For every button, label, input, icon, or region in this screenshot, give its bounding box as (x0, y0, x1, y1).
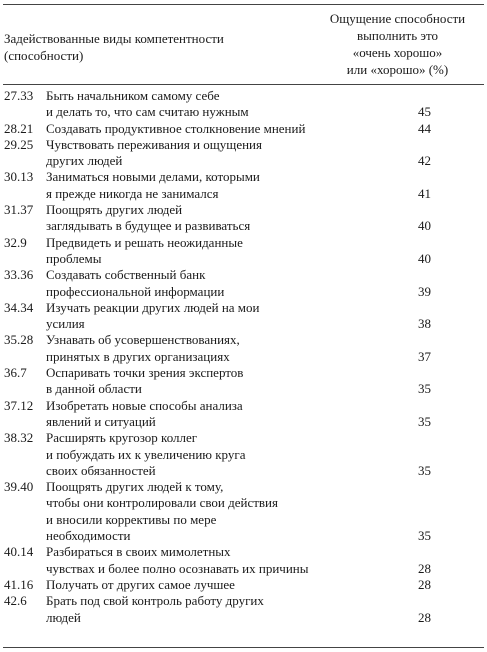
table-row (0, 300, 487, 333)
row-code: 39.40 (4, 479, 34, 495)
table-row (0, 544, 487, 577)
row-description (46, 235, 316, 268)
row-description-line: людей (46, 609, 81, 625)
table-row (0, 332, 487, 365)
row-description (46, 577, 316, 593)
row-description (46, 169, 316, 202)
table-row (0, 430, 487, 479)
row-percent-value: 35 (418, 381, 431, 397)
row-description-line: Изучать реакции других людей на мои (46, 299, 260, 315)
row-description (46, 365, 316, 398)
row-description-line: Изобретать новые способы анализа (46, 397, 243, 413)
row-code: 35.28 (4, 332, 34, 348)
row-description (46, 121, 316, 137)
table-row (0, 577, 487, 593)
row-code: 38.32 (4, 430, 34, 446)
row-description-line: чтобы они контролировали свои действия (46, 495, 278, 511)
row-code: 29.25 (4, 136, 34, 152)
row-description (46, 332, 316, 365)
column-header-ability-line: «очень хорошо» (352, 45, 443, 60)
row-description (46, 267, 316, 300)
row-description-line: Заниматься новыми делами, которыми (46, 169, 260, 185)
header-rule (3, 84, 484, 85)
row-description-line: и побуждать их к увеличению круга (46, 446, 246, 462)
table-row (0, 267, 487, 300)
row-code: 42.6 (4, 593, 27, 609)
row-description (46, 479, 316, 544)
row-percent-value: 41 (418, 185, 431, 201)
row-description-line: профессиональной информации (46, 283, 225, 299)
row-percent-value: 28 (418, 576, 431, 592)
row-description (46, 300, 316, 333)
row-description-line: и вносили коррективы по мере (46, 511, 217, 527)
row-percent-value: 28 (418, 609, 431, 625)
row-percent-value: 35 (418, 462, 431, 478)
row-description (46, 544, 316, 577)
row-description-line: Получать от других самое лучшее (46, 576, 235, 592)
row-description-line: своих обязанностей (46, 462, 156, 478)
row-description-line: Чувствовать переживания и ощущения (46, 136, 262, 152)
row-percent-value: 45 (418, 104, 431, 120)
row-description-line: Предвидеть и решать неожиданные (46, 234, 243, 250)
row-description-line: усилия (46, 316, 85, 332)
top-rule (3, 4, 484, 5)
row-percent-value: 28 (418, 560, 431, 576)
row-description (46, 202, 316, 235)
row-percent-value: 37 (418, 348, 431, 364)
row-code: 41.16 (4, 576, 34, 592)
column-header-competence-line: (способности) (4, 48, 84, 63)
row-description-line: Узнавать об усовершенствованиях, (46, 332, 240, 348)
row-description (46, 430, 316, 479)
row-description-line: Оспаривать точки зрения экспертов (46, 365, 244, 381)
row-percent-value: 39 (418, 283, 431, 299)
row-description-line: проблемы (46, 250, 102, 266)
row-percent-value: 35 (418, 413, 431, 429)
column-header-ability-line: Ощущение способности (329, 11, 466, 26)
row-description-line: необходимости (46, 528, 131, 544)
row-description-line: Разбираться в своих мимолетных (46, 544, 231, 560)
row-percent-value: 40 (418, 250, 431, 266)
row-code: 37.12 (4, 397, 34, 413)
row-percent-value: 35 (418, 528, 431, 544)
column-header-ability-line: выполнить это (356, 28, 438, 43)
row-description (46, 398, 316, 431)
row-description-line: заглядывать в будущее и развиваться (46, 218, 251, 234)
row-code: 36.7 (4, 365, 27, 381)
row-code: 28.21 (4, 120, 34, 136)
table-row (0, 593, 487, 626)
row-description-line: я прежде никогда не занимался (46, 185, 219, 201)
row-code: 40.14 (4, 544, 34, 560)
table-row (0, 398, 487, 431)
row-percent-value: 42 (418, 153, 431, 169)
row-description (46, 88, 316, 121)
table-row (0, 365, 487, 398)
row-percent-value: 38 (418, 316, 431, 332)
column-header-ability-line: или «хорошо» (%) (346, 62, 449, 77)
row-description-line: и делать то, что сам считаю нужным (46, 104, 249, 120)
table-row (0, 235, 487, 268)
row-description-line: в данной области (46, 381, 142, 397)
table-row (0, 121, 487, 137)
row-description-line: Поощрять других людей к тому, (46, 479, 224, 495)
table-row (0, 169, 487, 202)
row-description-line: явлений и ситуаций (46, 413, 156, 429)
row-description-line: Быть начальником самому себе (46, 88, 220, 103)
row-percent-value: 40 (418, 218, 431, 234)
row-percent-value: 44 (418, 120, 431, 136)
row-description-line: Поощрять других людей (46, 202, 183, 218)
row-code: 30.13 (4, 169, 34, 185)
row-description-line: чувствах и более полно осознавать их причины (46, 560, 309, 576)
row-code: 34.34 (4, 299, 34, 315)
row-description-line: Расширять кругозор коллег (46, 430, 198, 446)
row-description-line: Создавать продуктивное столкновение мнений (46, 120, 306, 136)
row-code: 27.33 (4, 88, 34, 103)
row-description-line: других людей (46, 153, 123, 169)
row-code: 32.9 (4, 234, 27, 250)
table-row (0, 137, 487, 170)
table-body (0, 88, 487, 626)
row-code: 31.37 (4, 202, 34, 218)
row-description (46, 593, 316, 626)
row-description-line: Создавать собственный банк (46, 267, 206, 283)
row-code: 33.36 (4, 267, 34, 283)
column-header-competence (4, 30, 304, 64)
column-header-competence-line: Задействованные виды компетентности (4, 31, 224, 46)
row-description (46, 137, 316, 170)
row-description-line: Брать под свой контроль работу других (46, 593, 264, 609)
bottom-rule (3, 647, 484, 648)
table-row (0, 88, 487, 121)
row-description-line: принятых в других организациях (46, 348, 230, 364)
table-row (0, 479, 487, 544)
column-header-ability (310, 10, 485, 78)
table-row (0, 202, 487, 235)
